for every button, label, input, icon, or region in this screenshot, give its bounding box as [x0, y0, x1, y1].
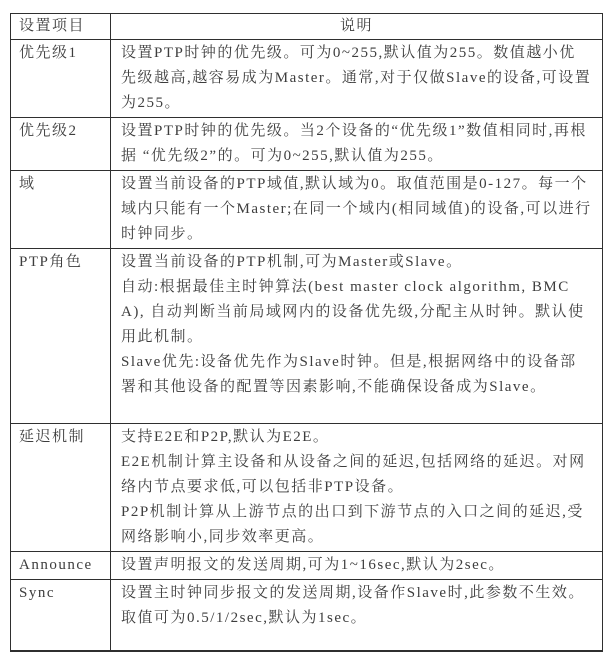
- description-paragraph: 自动:根据最佳主时钟算法(best master clock algorithm, BMCA), 自动判断当前局域网内的设备优先级,分配主从时钟。默认使用此机制。: [121, 279, 585, 345]
- document-page: [10, 13, 603, 652]
- table-row: [11, 249, 603, 424]
- setting-description-cell: [111, 171, 603, 249]
- setting-description-cell: [111, 552, 603, 580]
- setting-item-cell: 域: [11, 171, 111, 249]
- description-paragraph: E2E机制计算主设备和从设备之间的延迟,包括网络的延迟。对网络内节点要求低,可以包括非PTP设备。: [121, 454, 586, 495]
- table-header: [11, 14, 603, 40]
- setting-item-cell: Sync: [11, 580, 111, 651]
- table-row: [11, 40, 603, 118]
- setting-description-cell: [111, 424, 603, 552]
- setting-description-cell: [111, 118, 603, 171]
- description-paragraph: Slave优先:设备优先作为Slave时钟。但是,根据网络中的设备部署和其他设备的配置等因素影响,不能确保设备成为Slave。: [121, 354, 577, 395]
- table-row: [11, 552, 603, 580]
- description-paragraph: P2P机制计算从上游节点的出口到下游节点的入口之间的延迟,受网络影响小,同步效率更高。: [121, 504, 584, 545]
- column-header-description: 说明: [111, 14, 603, 40]
- description-paragraph: 设置当前设备的PTP域值,默认域为0。取值范围是0-127。每一个域内只能有一个Master;在同一个域内(相同域值)的设备,可以进行时钟同步。: [121, 176, 592, 242]
- setting-item-cell: Announce: [11, 552, 111, 580]
- description-paragraph: 设置当前设备的PTP机制,可为Master或Slave。: [121, 254, 463, 270]
- description-paragraph: 设置PTP时钟的优先级。可为0~255,默认值为255。数值越小优先级越高,越容易成为Master。通常,对于仅做Slave的设备,可设置为255。: [121, 45, 592, 111]
- column-header-setting-item: 设置项目: [11, 14, 111, 40]
- table-row: [11, 580, 603, 651]
- setting-description-cell: [111, 580, 603, 651]
- ptp-settings-table: [10, 13, 603, 652]
- description-paragraph: 设置PTP时钟的优先级。当2个设备的“优先级1”数值相同时,再根据 “优先级2”的。可为0~255,默认值为255。: [121, 123, 587, 164]
- setting-item-cell: 优先级1: [11, 40, 111, 118]
- table-body: [11, 40, 603, 651]
- table-row: [11, 171, 603, 249]
- table-row: [11, 118, 603, 171]
- setting-description-cell: [111, 40, 603, 118]
- description-paragraph: 支持E2E和P2P,默认为E2E。: [121, 429, 330, 445]
- description-paragraph: 设置声明报文的发送周期,可为1~16sec,默认为2sec。: [121, 557, 505, 573]
- setting-item-cell: 优先级2: [11, 118, 111, 171]
- description-paragraph: 设置主时钟同步报文的发送周期,设备作Slave时,此参数不生效。取值可为0.5/1/2sec,默认为1sec。: [121, 585, 585, 626]
- table-header-row: [11, 14, 603, 40]
- setting-item-cell: 延迟机制: [11, 424, 111, 552]
- setting-item-cell: PTP角色: [11, 249, 111, 424]
- setting-description-cell: [111, 249, 603, 424]
- table-row: [11, 424, 603, 552]
